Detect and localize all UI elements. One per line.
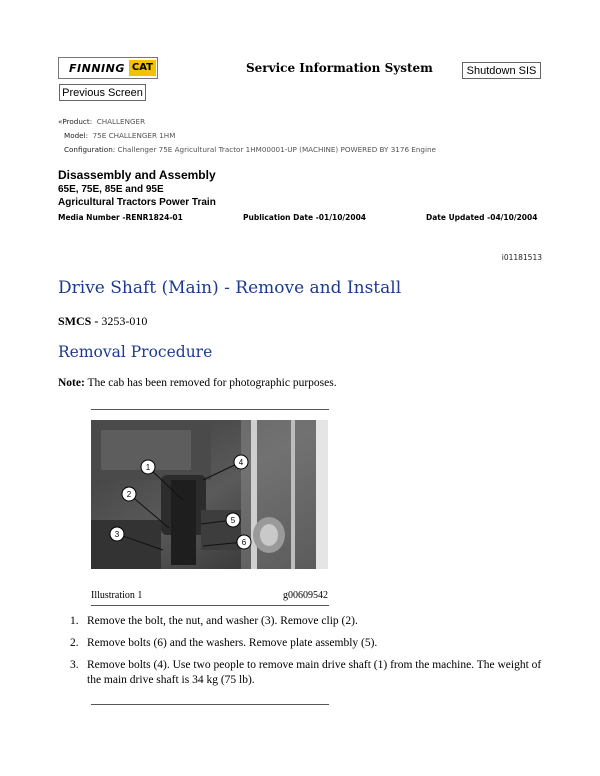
- note-label: Note:: [58, 377, 85, 389]
- smcs-value: 3253-010: [101, 314, 148, 328]
- model-value: 75E CHALLENGER 1HM: [92, 131, 176, 140]
- cat-logo-badge: CAT: [129, 60, 156, 76]
- callout-6-label: 6: [241, 538, 247, 547]
- callout-5-label: 5: [230, 516, 236, 525]
- steps-bottom-divider: [91, 704, 329, 705]
- product-value: CHALLENGER: [96, 117, 146, 126]
- step-text: Remove the bolt, the nut, and washer (3). Remove clip (2).: [87, 615, 358, 627]
- shutdown-sis-button[interactable]: Shutdown SIS: [462, 62, 541, 79]
- step-text: Remove bolts (6) and the washers. Remove plate assembly (5).: [87, 637, 378, 649]
- back-arrow-icon[interactable]: «: [58, 117, 63, 126]
- previous-screen-button[interactable]: Previous Screen: [59, 84, 146, 101]
- note-text: The cab has been removed for photographic purposes.: [87, 377, 337, 389]
- date-updated: Date Updated -04/10/2004: [426, 213, 538, 222]
- finning-logo-text: FINNING: [69, 61, 125, 75]
- system-title: Service Information System: [246, 61, 433, 75]
- manual-subtitle: Agricultural Tractors Power Train: [58, 197, 216, 208]
- document-id: i01181513: [501, 253, 542, 262]
- illustration-bottom-divider: [91, 605, 329, 606]
- product-line: [58, 117, 145, 126]
- manual-models: 65E, 75E, 85E and 95E: [58, 184, 164, 195]
- product-label: Product:: [62, 117, 93, 126]
- list-item: [70, 658, 550, 688]
- callout-4-label: 4: [238, 458, 244, 467]
- article-title: Drive Shaft (Main) - Remove and Install: [58, 278, 402, 298]
- illustration-caption: Illustration 1: [91, 590, 143, 601]
- publication-date: Publication Date -01/10/2004: [243, 213, 367, 222]
- callout-1-label: 1: [145, 463, 151, 472]
- model-line: [64, 131, 175, 140]
- list-item: [70, 614, 550, 629]
- configuration-label: Configuration:: [64, 145, 116, 154]
- smcs-label: SMCS -: [58, 314, 99, 328]
- note-paragraph: [58, 377, 337, 389]
- illustration-photo: [91, 420, 328, 569]
- configuration-line: [64, 145, 436, 154]
- list-item: [70, 636, 550, 651]
- illustration-top-divider: [91, 409, 329, 410]
- illustration-id: g00609542: [283, 590, 328, 601]
- section-heading: Removal Procedure: [58, 343, 213, 361]
- callout-3-label: 3: [114, 530, 120, 539]
- manual-title: Disassembly and Assembly: [58, 168, 216, 182]
- step-number: 1.: [70, 615, 79, 627]
- step-number: 2.: [70, 637, 79, 649]
- smcs-code: [58, 314, 147, 329]
- step-number: 3.: [70, 659, 79, 671]
- step-text: Remove bolts (4). Use two people to remove main drive shaft (1) from the machine. The weight of the main drive shaft is 34 kg (75 lb).: [87, 659, 542, 686]
- callout-2-label: 2: [126, 490, 132, 499]
- model-label: Model:: [64, 131, 89, 140]
- configuration-value: Challenger 75E Agricultural Tractor 1HM00001-UP (MACHINE) POWERED BY 3176 Engine: [117, 145, 436, 154]
- media-number: Media Number -RENR1824-01: [58, 213, 183, 222]
- procedure-steps: [70, 614, 550, 695]
- finning-cat-logo: [58, 57, 158, 79]
